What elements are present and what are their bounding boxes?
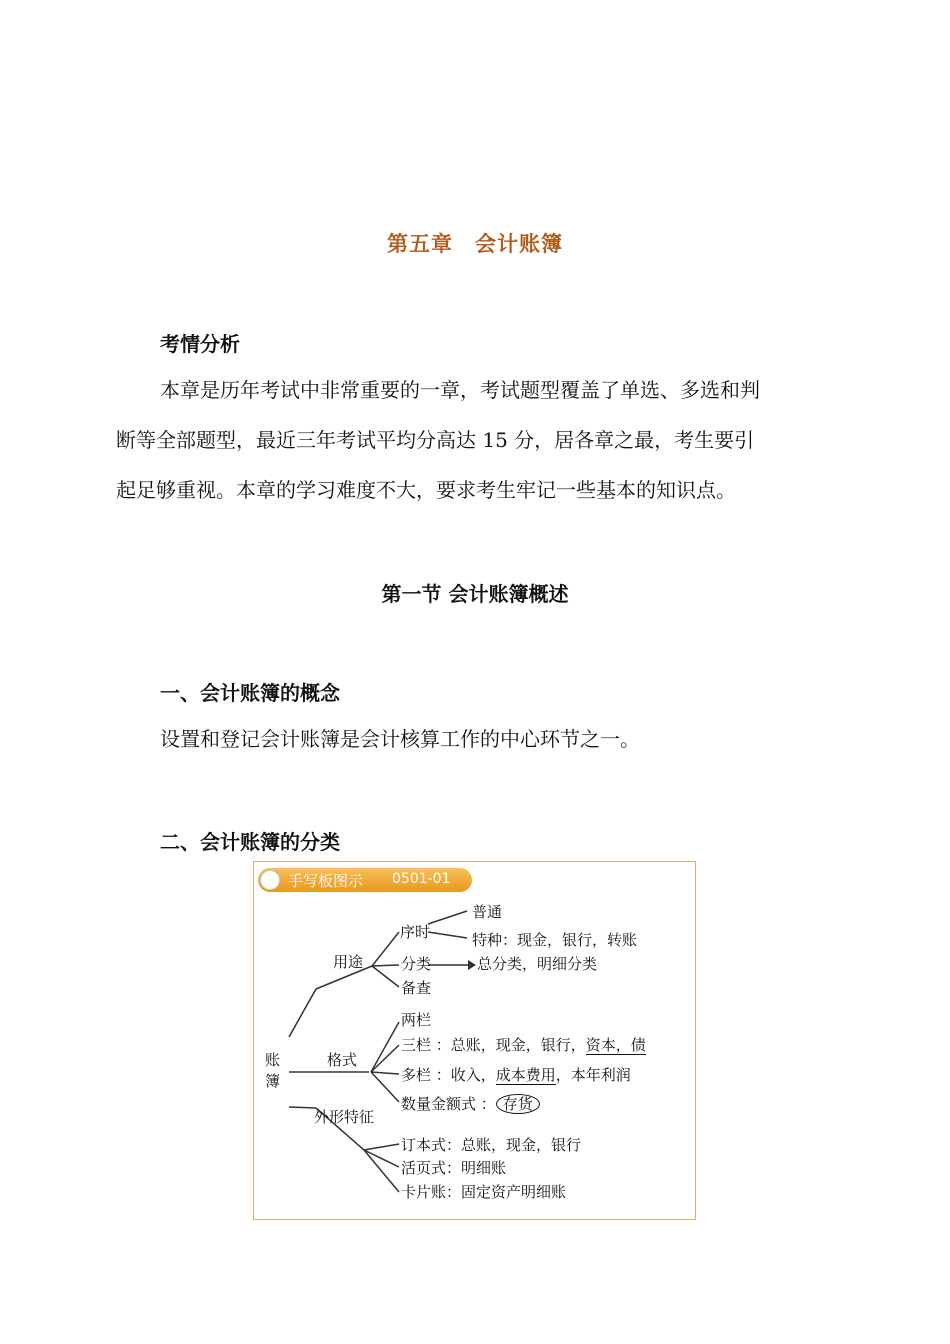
- line-bound: [364, 1144, 399, 1150]
- sequential-label: 序时: [400, 923, 431, 941]
- line-card: [364, 1150, 399, 1192]
- diagram-badge: [258, 868, 472, 892]
- line-multi-column: [371, 1072, 399, 1074]
- line-root-appearance-a: [289, 1107, 316, 1108]
- line-sequential: [372, 932, 399, 966]
- badge-code: 0501-01: [392, 871, 451, 887]
- pen-icon: [260, 870, 280, 890]
- root-char-1: 账: [265, 1051, 281, 1069]
- three-column-label: 三栏 ：总账，现金，银行，: [401, 1036, 586, 1054]
- analysis-line-2: 断等全部题型，最近三年考试平均分高达 15 分，居各章之最，考生要引: [116, 428, 755, 452]
- quantity-line: [401, 1095, 540, 1113]
- analysis-heading: 考情分析: [160, 332, 240, 356]
- line-three-column: [371, 1045, 399, 1072]
- arrow-head: [468, 960, 476, 970]
- quantity-label: 数量金额式 ：: [401, 1095, 496, 1113]
- special-label: 特种：现金，银行，转账: [472, 931, 638, 949]
- card-label: 卡片账：固定资产明细账: [401, 1183, 567, 1201]
- multi-column-underlined: 成本费用: [495, 1066, 556, 1084]
- multi-column-label: 多栏 ：收入，: [401, 1066, 496, 1084]
- section-title: 第一节 会计账簿概述: [381, 582, 569, 606]
- bound-label: 订本式：总账，现金，银行: [401, 1136, 582, 1154]
- analysis-line-1: 本章是历年考试中非常重要的一章，考试题型覆盖了单选、多选和判: [160, 378, 760, 402]
- classification-heading: 二、会计账簿的分类: [160, 830, 340, 854]
- three-column-line: [401, 1036, 646, 1054]
- badge-label: 手写板图示: [288, 872, 364, 890]
- format-label: 格式: [327, 1051, 358, 1069]
- analysis-line-3: 起足够重视。本章的学习难度不大，要求考生牢记一些基本的知识点。: [116, 478, 736, 502]
- general-label: 普通: [472, 903, 503, 921]
- two-column-label: 两栏: [401, 1011, 432, 1029]
- chapter-title: 第五章 会计账簿: [387, 232, 563, 256]
- classification-diagram: [253, 861, 696, 1220]
- concept-heading: 一、会计账簿的概念: [160, 681, 340, 705]
- line-memo: [372, 966, 399, 987]
- three-column-underlined: 资本，债: [585, 1036, 646, 1054]
- appearance-label: 外形特征: [314, 1108, 375, 1126]
- line-general: [428, 911, 467, 924]
- line-two-column: [371, 1022, 399, 1072]
- loose-leaf-label: 活页式：明细账: [401, 1159, 507, 1177]
- purpose-label: 用途: [333, 953, 364, 971]
- categorized-detail: 总分类，明细分类: [477, 955, 598, 973]
- line-root-purpose-a: [289, 989, 316, 1037]
- line-loose-leaf: [364, 1150, 399, 1167]
- memo-label: 备查: [401, 979, 432, 997]
- categorized-label: 分类: [401, 955, 432, 973]
- quantity-circled: 存货: [496, 1094, 540, 1114]
- multi-column-line: [401, 1066, 631, 1084]
- concept-text: 设置和登记会计账簿是会计核算工作的中心环节之一。: [160, 727, 640, 751]
- root-char-2: 簿: [265, 1072, 281, 1090]
- multi-column-rest: ，本年利润: [555, 1066, 631, 1084]
- line-quantity: [371, 1072, 399, 1102]
- line-special: [428, 932, 467, 938]
- line-categorized: [372, 965, 399, 966]
